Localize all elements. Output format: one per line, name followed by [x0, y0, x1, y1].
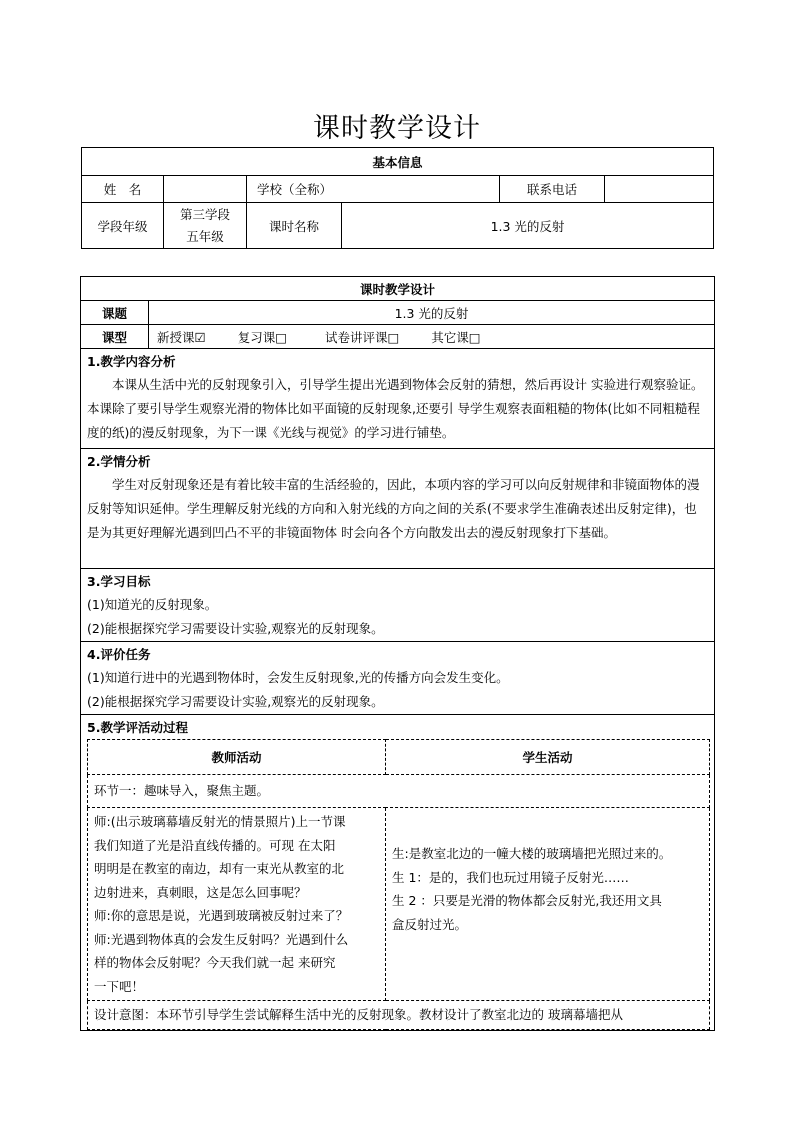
teacher-line: 一下吧！ — [94, 978, 145, 994]
section-1-text: 本课从生活中光的反射现象引入，引导学生提出光遇到物体会反射的猜想，然后再设计 实验进行观察验证。本课除了要引导学生观察光滑的物体比如平面镜的反射现象,还要引 导学生观察表面粗糙的物体(比如不同粗糙程度的纸)的漫反射现象，为下一课《光线与视觉》的学习进行铺垫。 — [87, 377, 704, 440]
design-table — [80, 276, 715, 1031]
section-2-title: 2.学情分析 — [87, 454, 151, 469]
grade-value-year: 五年级 — [186, 228, 224, 244]
teacher-activity-cell — [88, 808, 386, 1001]
teacher-line: 边射进来，真刺眼，这是怎么回事呢？ — [94, 884, 307, 900]
type-options — [149, 325, 715, 349]
section-content-analysis — [81, 349, 715, 449]
teacher-line: 师:光遇到物体真的会发生反射吗？光遇到什么 — [94, 931, 349, 947]
student-activity-header: 学生活动 — [386, 740, 710, 775]
section-learning-goals — [81, 569, 715, 642]
teacher-line: 明明是在教室的南边，却有一束光从教室的北 — [94, 861, 345, 876]
design-header: 课时教学设计 — [81, 277, 715, 301]
type-option-exam[interactable]: 试卷讲评课□ — [325, 329, 400, 345]
topic-value: 1.3 光的反射 — [149, 301, 715, 325]
name-label: 姓 名 — [82, 176, 164, 203]
phone-label: 联系电话 — [500, 176, 605, 203]
teacher-line: 我们知道了光是沿直线传播的。可现 在太阳 — [94, 837, 336, 853]
activity-table — [87, 739, 710, 1030]
teacher-line: 师:你的意思是说，光遇到玻璃被反射过来了？ — [94, 908, 349, 923]
grade-value — [164, 203, 247, 249]
lesson-name-value: 1.3 光的反射 — [342, 203, 714, 249]
teacher-activity-header: 教师活动 — [88, 740, 386, 775]
student-line: 盒反射过光。 — [392, 916, 468, 932]
task-item: (2)能根据探究学习需要设计实验,观察光的反射现象。 — [87, 694, 384, 709]
phone-field[interactable] — [605, 176, 714, 203]
page-title: 课时教学设计 — [313, 113, 481, 144]
type-option-new[interactable]: 新授课☑ — [157, 329, 206, 345]
stage-1-row: 环节一：趣味导入，聚焦主题。 — [88, 775, 710, 808]
section-evaluation-tasks — [81, 642, 715, 715]
section-student-analysis — [81, 449, 715, 569]
student-line: 生:是教室北边的一幢大楼的玻璃墙把光照过来的。 — [392, 846, 672, 861]
grade-label: 学段年级 — [82, 203, 164, 249]
teacher-line: 样的物体会反射呢？今天我们就一起 来研究 — [94, 955, 336, 970]
type-option-other[interactable]: 其它课□ — [431, 329, 481, 345]
student-activity-cell — [386, 808, 710, 1001]
section-2-text: 学生对反射现象还是有着比较丰富的生活经验的，因此，本项内容的学习可以向反射规律和非镜面物体的漫反射等知识延伸。学生理解反射光线的方向和入射光线的方向之间的关系(不要求学生准确表述出反射定律)，也是为其更好理解光遇到凹凸不平的非镜面物体 时会向各个方向散发出去的漫反射现象打下基础。 — [87, 477, 700, 540]
basic-info-table — [81, 147, 714, 249]
teacher-line: 师:(出示玻璃幕墙反射光的情景照片)上一节课 — [94, 814, 346, 829]
goal-item: (2)能根据探究学习需要设计实验,观察光的反射现象。 — [87, 621, 384, 636]
section-3-title: 3.学习目标 — [87, 574, 151, 589]
type-option-review[interactable]: 复习课□ — [237, 329, 288, 345]
type-label: 课型 — [81, 325, 149, 349]
topic-label: 课题 — [81, 301, 149, 325]
name-field[interactable] — [164, 176, 247, 203]
lesson-name-label: 课时名称 — [247, 203, 342, 249]
goal-item: (1)知道光的反射现象。 — [87, 597, 218, 612]
section-activity-process — [81, 715, 715, 1031]
task-item: (1)知道行进中的光遇到物体时，会发生反射现象,光的传播方向会发生变化。 — [87, 670, 509, 685]
section-1-title: 1.教学内容分析 — [87, 354, 176, 369]
student-line: 生 2 ：只要是光滑的物体都会反射光,我还用文具 — [392, 893, 662, 908]
design-intent-row: 设计意图：本环节引导学生尝试解释生活中光的反射现象。教材设计了教室北边的 玻璃幕墙把从 — [88, 1001, 710, 1030]
grade-value-stage: 第三学段 — [179, 206, 230, 222]
section-5-title: 5.教学评活动过程 — [87, 720, 188, 735]
school-label: 学校（全称） — [247, 176, 500, 203]
section-4-title: 4.评价任务 — [87, 647, 151, 662]
student-line: 生 1：是的，我们也玩过用镜子反射光…… — [392, 869, 629, 885]
basic-info-header: 基本信息 — [82, 148, 714, 176]
